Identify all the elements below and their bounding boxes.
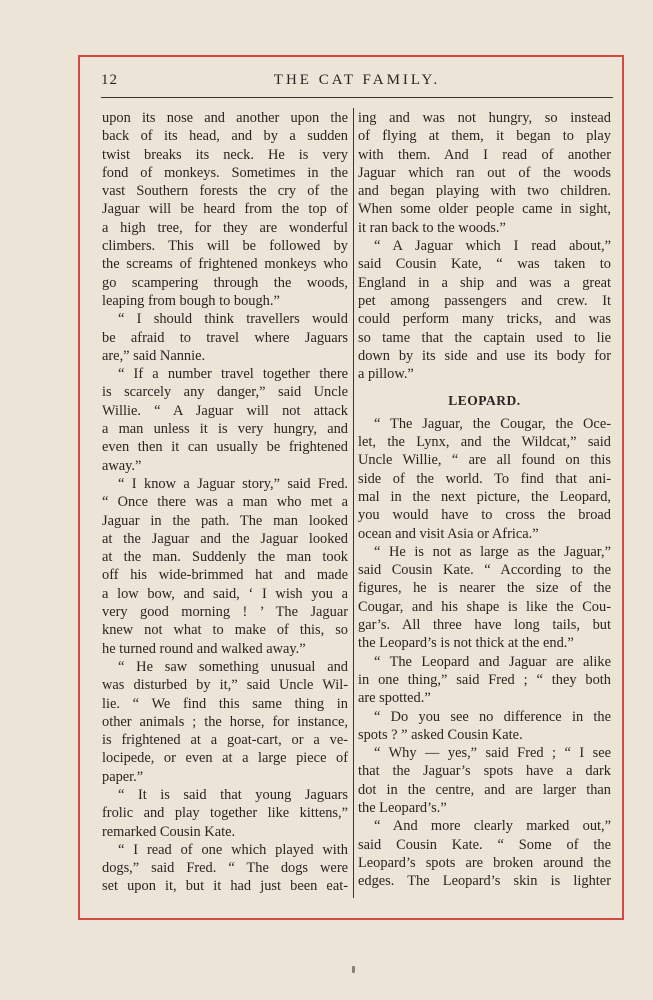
text-line: set upon it, but it had just been eat- [102, 878, 348, 895]
text-line: locipede, or even at a large piece of [102, 750, 348, 767]
left-column [102, 109, 348, 896]
text-line: are,” said Nannie. [102, 347, 206, 364]
text-line: dot in the centre, and are larger than [358, 781, 611, 798]
section-heading: LEOPARD. [448, 393, 521, 409]
page-number: 12 [101, 72, 118, 88]
text-line: are spotted.” [358, 690, 431, 707]
text-line: the screams of frightened monkeys who [102, 256, 348, 273]
column-divider [353, 108, 354, 898]
text-line: fond of monkeys. Sometimes in the [102, 164, 348, 181]
text-line: a high tree, for they are wonderful [102, 219, 348, 236]
text-line: “ It is said that young Jaguars [118, 786, 348, 803]
text-line: it ran back to the woods.” [358, 219, 506, 236]
text-line: said Cousin Kate. “ According to the [358, 562, 611, 579]
text-line: back of its head, and by a sudden [102, 128, 348, 145]
text-line: was disturbed by it,” said Uncle Wil- [102, 677, 348, 694]
text-line: dogs,” said Fred. “ The dogs were [102, 860, 348, 877]
text-line: very good morning ! ’ The Jaguar [102, 604, 348, 621]
text-line: “ I read of one which played with [118, 841, 348, 858]
text-line: he turned round and walked away.” [102, 640, 306, 657]
text-line: said Cousin Kate, “ was taken to [358, 256, 611, 273]
text-line: a low bow, and said, ‘ I wish you a [102, 585, 348, 602]
text-line: could perform many tricks, and was [358, 311, 611, 328]
text-line: figures, he is nearer the size of the [358, 580, 611, 597]
text-line: “ The Leopard and Jaguar are alike [374, 653, 611, 670]
text-line: Willie. “ A Jaguar will not attack [102, 402, 348, 419]
text-line: twist breaks its neck. He is very [102, 146, 348, 163]
text-line: Jaguar will be heard from the top of [102, 201, 348, 218]
text-line: remarked Cousin Kate. [102, 823, 236, 840]
header-rule [101, 97, 613, 98]
text-line: “ And more clearly marked out,” [374, 818, 611, 835]
text-line: Uncle Willie, “ are all found on this [358, 452, 611, 469]
text-line: at the Jaguar and the Jaguar looked [102, 530, 348, 547]
text-line: “ Once there was a man who met a [102, 494, 348, 511]
text-line: is scarcely any danger,” said Uncle [102, 384, 348, 401]
text-line: “ A Jaguar which I read about,” [374, 238, 611, 255]
text-line: ing and was not hungry, so instead [358, 110, 611, 126]
text-line: lie. “ We find this same thing in [102, 695, 348, 712]
text-line: Cougar, and his shape is like the Cou- [358, 598, 611, 615]
text-line: knew not what to make of this, so [102, 622, 348, 639]
text-line: with them. And I read of another [358, 146, 611, 163]
text-line: pet among passengers and crew. It [358, 292, 611, 309]
text-line: even then it can usually be frightened [102, 439, 348, 456]
text-line: that the Jaguar’s spots have a dark [358, 763, 611, 780]
text-line: upon its nose and another upon the [102, 110, 348, 126]
text-line: side of the world. To find that ani- [358, 470, 611, 487]
text-line: let, the Lynx, and the Wildcat,” said [358, 434, 611, 451]
text-line: climbers. This will be followed by [102, 238, 348, 255]
text-line: frolic and play together like kittens,” [102, 805, 348, 822]
text-line: you would have to cross the broad [358, 507, 611, 524]
text-line: the Leopard’s.” [358, 799, 447, 816]
text-line: “ He is not as large as the Jaguar,” [374, 543, 611, 560]
text-line: said Cousin Kate. “ Some of the [358, 836, 611, 853]
text-line: off his wide-brimmed hat and made [102, 567, 348, 584]
text-line: mal in the next picture, the Leopard, [358, 488, 611, 505]
text-line: England in a ship and was a great [358, 274, 611, 291]
text-line: “ Do you see no difference in the [374, 708, 611, 725]
text-line: at the man. Suddenly the man took [102, 549, 348, 566]
text-line: “ Why — yes,” said Fred ; “ I see [374, 745, 611, 762]
text-line: of flying at them, it began to play [358, 128, 611, 145]
text-line: go scampering through the woods, [102, 274, 348, 291]
text-line: leaping from bough to bough.” [102, 292, 280, 309]
text-line: a man unless it is very hungry, and [102, 421, 348, 438]
text-line: paper.” [102, 768, 144, 785]
text-line: is frightened at a goat-cart, or a ve- [102, 732, 348, 749]
text-line: “ I know a Jaguar story,” said Fred. [118, 475, 348, 492]
text-line: down by its side and use its body for [358, 347, 611, 364]
text-line: so tame that the captain used to lie [358, 329, 611, 346]
page-header [101, 70, 613, 94]
right-column [358, 109, 611, 890]
text-line: gar’s. All three have long tails, but [358, 617, 611, 634]
text-line: the Leopard’s is not thick at the end.” [358, 635, 574, 652]
text-line: “ If a number travel together there [118, 366, 348, 383]
text-line: spots ? ” asked Cousin Kate. [358, 726, 523, 743]
running-title: THE CAT FAMILY. [273, 72, 441, 88]
text-line: When some older people came in sight, [358, 201, 611, 218]
text-line: Jaguar in the path. The man looked [102, 512, 348, 529]
text-line: “ I should think travellers would [118, 311, 348, 328]
text-line: be afraid to travel where Jaguars [102, 329, 348, 346]
text-line: in one thing,” said Fred ; “ they both [358, 671, 611, 688]
text-line: and began playing with two children. [358, 183, 611, 200]
text-line: edges. The Leopard’s skin is lighter [358, 873, 611, 890]
text-line: ocean and visit Asia or Africa.” [358, 525, 539, 542]
text-line: “ He saw something unusual and [118, 658, 348, 675]
text-line: vast Southern forests the cry of the [102, 183, 348, 200]
text-line: Jaguar which ran out of the woods [358, 164, 611, 181]
printer-mark [352, 966, 355, 973]
text-line: away.” [102, 457, 142, 474]
text-line: a pillow.” [358, 366, 414, 383]
text-line: other animals ; the horse, for instance, [102, 713, 348, 730]
text-line: “ The Jaguar, the Cougar, the Oce- [374, 415, 611, 432]
text-line: Leopard’s spots are broken around the [358, 854, 611, 871]
